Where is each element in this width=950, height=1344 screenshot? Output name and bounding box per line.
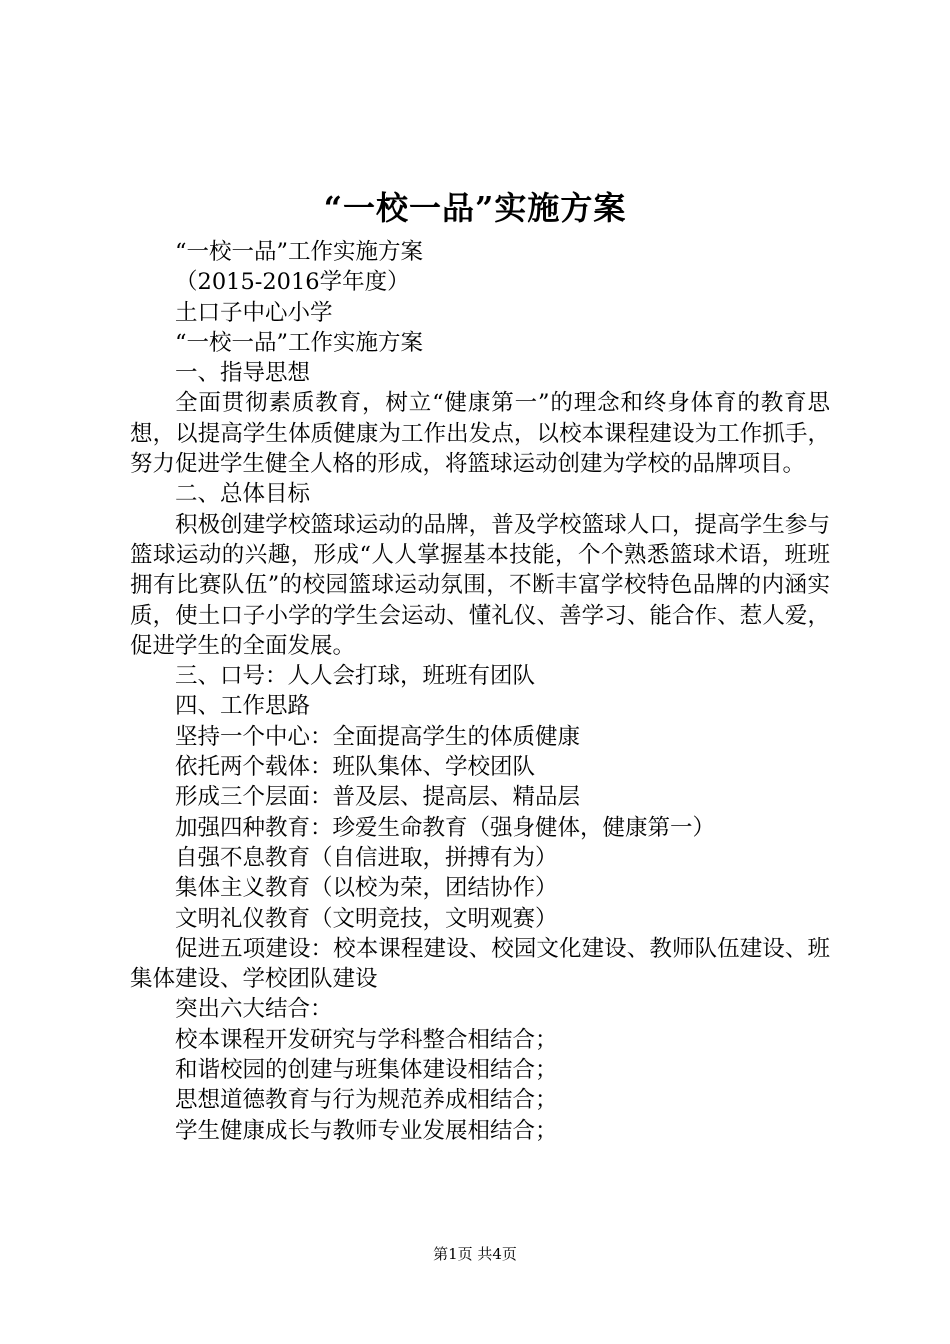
paragraph: 学生健康成长与教师专业发展相结合； (175, 1117, 558, 1144)
page-footer: 第1页 共4页 (433, 1245, 517, 1263)
paragraph: 全面贯彻素质教育，树立“健康第一”的理念和终身体育的教育思想，以提高学生体质健康为工作出发点，以校本课程建设为工作抓手，努力促进学生健全人格的形成，将篮球运动创建为学校的品牌项目。 (130, 390, 830, 478)
paragraph: 突出六大结合： (175, 996, 333, 1023)
paragraph: 形成三个层面：普及层、提高层、精品层 (175, 784, 581, 811)
paragraph: 集体主义教育（以校为荣，团结协作） (175, 875, 558, 902)
section-heading: 三、口号：人人会打球，班班有团队 (175, 663, 536, 690)
paragraph: 坚持一个中心：全面提高学生的体质健康 (175, 723, 581, 750)
paragraph: 依托两个载体：班队集体、学校团队 (175, 754, 536, 781)
section-heading: 四、工作思路 (175, 693, 311, 720)
paragraph: 自强不息教育（自信进取，拼搏有为） (175, 844, 558, 871)
paragraph: 积极创建学校篮球运动的品牌，普及学校篮球人口，提高学生参与篮球运动的兴趣，形成“人人掌握基本技能，个个熟悉篮球术语，班班拥有比赛队伍”的校园篮球运动氛围，不断丰富学校特色品牌的内涵实质，使土口子小学的学生会运动、懂礼仪、善学习、能合作、惹人爱，促进学生的全面发展。 (130, 511, 830, 659)
section-heading: 一、指导思想 (175, 360, 311, 387)
paragraph: 促进五项建设：校本课程建设、校园文化建设、教师队伍建设、班集体建设、学校团队建设 (130, 935, 830, 993)
paragraph: “一校一品”工作实施方案 (175, 239, 424, 265)
paragraph: 和谐校园的创建与班集体建设相结合； (175, 1057, 558, 1084)
paragraph: 思想道德教育与行为规范养成相结合； (175, 1087, 558, 1114)
document-body (130, 237, 830, 1146)
paragraph: （2015-2016学年度） (175, 269, 410, 296)
paragraph: 校本课程开发研究与学科整合相结合； (175, 1026, 558, 1053)
paragraph: 加强四种教育：珍爱生命教育（强身健体，健康第一） (175, 814, 716, 841)
document-title: “一校一品”实施方案 (323, 189, 627, 227)
paragraph: 文明礼仪教育（文明竞技，文明观赛） (175, 905, 558, 932)
section-heading: 二、总体目标 (175, 481, 311, 508)
paragraph: “一校一品”工作实施方案 (175, 329, 424, 356)
paragraph: 土口子中心小学 (175, 299, 333, 326)
